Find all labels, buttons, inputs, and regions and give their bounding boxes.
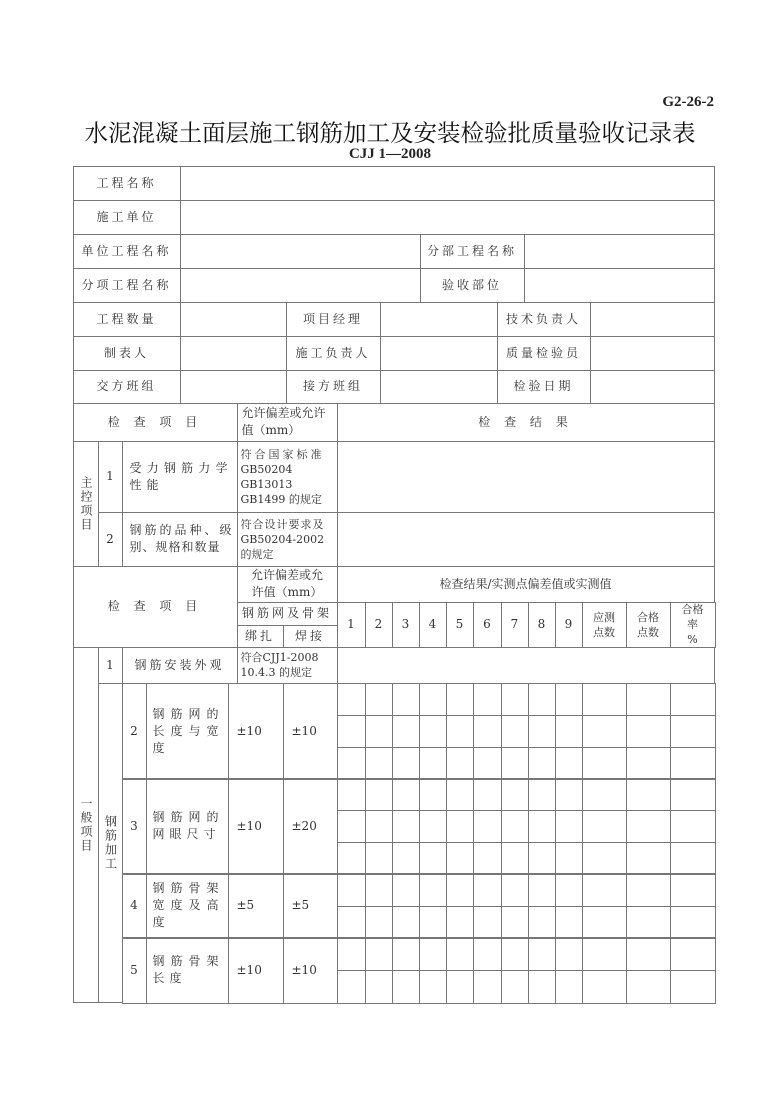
measurement-cell[interactable] xyxy=(365,810,393,843)
measurement-cell[interactable] xyxy=(528,937,556,971)
form-code: G2-26-2 xyxy=(662,94,714,110)
should-measure-cell[interactable] xyxy=(582,810,627,843)
label-quality-inspector: 质量检验员 xyxy=(497,336,591,371)
pass-rate-cell[interactable] xyxy=(670,842,716,875)
standard-code: CJJ 1—2008 xyxy=(348,146,432,162)
label-handover-team: 交方班组 xyxy=(73,370,181,404)
measurement-cell[interactable] xyxy=(555,715,583,748)
measurement-cell[interactable] xyxy=(528,715,556,748)
general-row-item: 钢筋骨架长度 xyxy=(146,937,229,1004)
should-measure-cell[interactable] xyxy=(582,970,627,1004)
measurement-cell[interactable] xyxy=(528,842,556,875)
general-group-label: 一般项目 xyxy=(73,647,99,1003)
label-project-quantity: 工程数量 xyxy=(73,302,181,337)
measurement-cell[interactable] xyxy=(365,683,393,716)
should-measure-cell[interactable] xyxy=(582,715,627,748)
measurement-cell[interactable] xyxy=(446,970,474,1004)
measurement-cell[interactable] xyxy=(555,906,583,939)
general-row-1-item: 钢筋安装外观 xyxy=(122,647,238,684)
measurement-cell[interactable] xyxy=(473,778,502,811)
pass-rate-cell[interactable] xyxy=(670,906,716,939)
should-measure-cell[interactable] xyxy=(582,937,627,971)
measurement-cell[interactable] xyxy=(446,937,474,971)
measurement-cell[interactable] xyxy=(501,873,529,907)
field-construction-unit[interactable] xyxy=(180,200,715,235)
should-measure-cell[interactable] xyxy=(582,683,627,716)
tolerance-line: GB50204-2002 xyxy=(240,532,325,546)
measurement-cell[interactable] xyxy=(555,810,583,843)
general-header-result: 检查结果/实测点偏差值或实测值 xyxy=(337,566,715,603)
pass-points-header: 合格点数 xyxy=(626,602,671,648)
pass-rate-cell[interactable] xyxy=(670,715,716,748)
general-row-item: 钢筋骨架宽度及高度 xyxy=(146,873,229,939)
field-inspection-date[interactable] xyxy=(590,370,715,404)
measurement-cell[interactable] xyxy=(419,906,447,939)
measurement-cell[interactable] xyxy=(501,937,529,971)
measurement-cell[interactable] xyxy=(392,683,420,716)
measurement-cell[interactable] xyxy=(473,810,502,843)
label-receiving-team: 接方班组 xyxy=(286,370,381,404)
pass-points-cell[interactable] xyxy=(626,970,671,1004)
field-subitem-project-name[interactable] xyxy=(180,268,421,303)
main-header-tolerance: 允许偏差或允许值（mm） xyxy=(237,403,338,442)
point-column-header: 6 xyxy=(473,602,502,648)
label-inspection-date: 检验日期 xyxy=(497,370,591,404)
measurement-cell[interactable] xyxy=(337,683,366,716)
pass-rate-header: 合格率 % xyxy=(670,602,716,648)
measurement-cell[interactable] xyxy=(501,778,529,811)
tolerance-line: 符合CJJ1-2008 xyxy=(240,651,319,664)
measurement-cell[interactable] xyxy=(501,747,529,780)
general-header-item: 检 查 项 目 xyxy=(73,566,238,648)
measurement-cell[interactable] xyxy=(337,715,366,748)
measurement-cell[interactable] xyxy=(555,970,583,1004)
main-header-item: 检 查 项 目 xyxy=(73,403,238,442)
field-form-maker[interactable] xyxy=(180,336,287,371)
general-row-1-result[interactable] xyxy=(337,647,715,684)
tolerance-line: GB50204 xyxy=(240,462,293,476)
general-header-mesh: 钢筋网及骨架 xyxy=(237,602,338,626)
measurement-cell[interactable] xyxy=(419,715,447,748)
measurement-cell[interactable] xyxy=(365,778,393,811)
main-row-1-no: 1 xyxy=(98,441,123,513)
general-header-weld: 焊接 xyxy=(283,625,338,648)
measurement-cell[interactable] xyxy=(501,810,529,843)
measurement-cell[interactable] xyxy=(419,873,447,907)
main-control-group-label: 主控项目 xyxy=(73,441,99,567)
general-subgroup-label: 钢筋加工 xyxy=(98,683,123,1003)
pass-points-cell[interactable] xyxy=(626,683,671,716)
measurement-cell[interactable] xyxy=(473,906,502,939)
field-receiving-team[interactable] xyxy=(380,370,498,404)
measurement-cell[interactable] xyxy=(392,873,420,907)
general-row-tie-tolerance: ±10 xyxy=(228,683,284,780)
field-project-quantity[interactable] xyxy=(180,302,287,337)
measurement-cell[interactable] xyxy=(419,842,447,875)
field-handover-team[interactable] xyxy=(180,370,287,404)
measurement-cell[interactable] xyxy=(392,810,420,843)
measurement-cell[interactable] xyxy=(473,873,502,907)
measurement-cell[interactable] xyxy=(337,842,366,875)
point-column-header: 1 xyxy=(337,602,366,648)
point-column-header: 3 xyxy=(392,602,420,648)
general-row-1-no: 1 xyxy=(98,647,123,684)
point-column-header: 7 xyxy=(501,602,529,648)
measurement-cell[interactable] xyxy=(446,715,474,748)
general-row-item: 钢筋网的长度与宽度 xyxy=(146,683,229,780)
pass-points-cell[interactable] xyxy=(626,937,671,971)
label-form-maker: 制表人 xyxy=(73,336,181,371)
general-header-tolerance: 允许偏差或允许值（mm） xyxy=(237,566,338,603)
tolerance-line: 符合国家标准 xyxy=(240,447,325,461)
measurement-cell[interactable] xyxy=(365,747,393,780)
measurement-cell[interactable] xyxy=(473,970,502,1004)
label-unit-project-name: 单位工程名称 xyxy=(73,234,181,269)
measurement-cell[interactable] xyxy=(528,778,556,811)
measurement-cell[interactable] xyxy=(392,778,420,811)
general-row-no: 4 xyxy=(122,873,147,939)
measurement-cell[interactable] xyxy=(446,842,474,875)
point-column-header: 8 xyxy=(528,602,556,648)
pass-points-cell[interactable] xyxy=(626,715,671,748)
measurement-cell[interactable] xyxy=(392,715,420,748)
measurement-cell[interactable] xyxy=(446,747,474,780)
measurement-cell[interactable] xyxy=(446,683,474,716)
measurement-cell[interactable] xyxy=(337,747,366,780)
measurement-cell[interactable] xyxy=(473,715,502,748)
general-row-weld-tolerance: ±10 xyxy=(283,683,338,780)
measurement-cell[interactable] xyxy=(365,906,393,939)
pass-points-cell[interactable] xyxy=(626,842,671,875)
tolerance-line: GB13013 xyxy=(240,477,293,491)
should-measure-cell[interactable] xyxy=(582,842,627,875)
measurement-cell[interactable] xyxy=(501,683,529,716)
field-quality-inspector[interactable] xyxy=(590,336,715,371)
pass-rate-cell[interactable] xyxy=(670,683,716,716)
measurement-cell[interactable] xyxy=(528,970,556,1004)
label-subitem-project-name: 分项工程名称 xyxy=(73,268,181,303)
measurement-cell[interactable] xyxy=(501,970,529,1004)
pass-points-cell[interactable] xyxy=(626,778,671,811)
point-column-header: 4 xyxy=(419,602,447,648)
main-row-1-tolerance xyxy=(237,441,338,513)
pass-rate-cell[interactable] xyxy=(670,747,716,780)
main-row-2-item: 钢筋的品种、级别、规格和数量 xyxy=(122,512,238,567)
measurement-cell[interactable] xyxy=(446,906,474,939)
label-project-name: 工程名称 xyxy=(73,166,181,201)
tolerance-line: 的规定 xyxy=(240,547,274,561)
measurement-cell[interactable] xyxy=(419,810,447,843)
measurement-cell[interactable] xyxy=(473,842,502,875)
general-row-item: 钢筋网的网眼尺寸 xyxy=(146,778,229,875)
measurement-cell[interactable] xyxy=(337,906,366,939)
point-column-header: 5 xyxy=(446,602,474,648)
pass-points-cell[interactable] xyxy=(626,873,671,907)
measurement-cell[interactable] xyxy=(392,970,420,1004)
main-row-2-tolerance xyxy=(237,512,338,567)
tolerance-line: 符合设计要求及 xyxy=(240,517,325,531)
point-column-header: 2 xyxy=(365,602,393,648)
measurement-cell[interactable] xyxy=(337,810,366,843)
label-project-manager: 项目经理 xyxy=(286,302,381,337)
field-acceptance-part[interactable] xyxy=(524,268,715,303)
main-row-1-item: 受力钢筋力学性能 xyxy=(122,441,238,513)
measurement-cell[interactable] xyxy=(337,778,366,811)
measurement-cell[interactable] xyxy=(446,873,474,907)
field-project-name[interactable] xyxy=(180,166,715,201)
measurement-cell[interactable] xyxy=(419,747,447,780)
general-row-weld-tolerance: ±5 xyxy=(283,873,338,939)
should-measure-cell[interactable] xyxy=(582,747,627,780)
measurement-cell[interactable] xyxy=(446,810,474,843)
measurement-cell[interactable] xyxy=(528,906,556,939)
measurement-cell[interactable] xyxy=(528,683,556,716)
label-division-project-name: 分部工程名称 xyxy=(420,234,525,269)
measurement-cell[interactable] xyxy=(555,683,583,716)
measurement-cell[interactable] xyxy=(365,937,393,971)
measurement-cell[interactable] xyxy=(392,937,420,971)
measurement-cell[interactable] xyxy=(501,715,529,748)
measurement-cell[interactable] xyxy=(473,683,502,716)
measurement-cell[interactable] xyxy=(337,873,366,907)
field-technical-lead[interactable] xyxy=(590,302,715,337)
label-technical-lead: 技术负责人 xyxy=(497,302,591,337)
general-row-no: 2 xyxy=(122,683,147,780)
measurement-cell[interactable] xyxy=(555,873,583,907)
general-row-weld-tolerance: ±20 xyxy=(283,778,338,875)
label-construction-lead: 施工负责人 xyxy=(286,336,381,371)
main-header-result: 检 查 结 果 xyxy=(337,403,715,442)
general-row-tie-tolerance: ±5 xyxy=(228,873,284,939)
general-row-tie-tolerance: ±10 xyxy=(228,937,284,1004)
general-row-tie-tolerance: ±10 xyxy=(228,778,284,875)
measurement-cell[interactable] xyxy=(392,747,420,780)
measurement-cell[interactable] xyxy=(365,842,393,875)
measurement-cell[interactable] xyxy=(555,937,583,971)
field-construction-lead[interactable] xyxy=(380,336,498,371)
measurement-cell[interactable] xyxy=(419,970,447,1004)
general-row-no: 5 xyxy=(122,937,147,1004)
measurement-cell[interactable] xyxy=(419,683,447,716)
general-header-tie: 绑扎 xyxy=(237,625,284,648)
should-measure-cell[interactable] xyxy=(582,778,627,811)
measurement-cell[interactable] xyxy=(392,906,420,939)
should-measure-cell[interactable] xyxy=(582,906,627,939)
field-unit-project-name[interactable] xyxy=(180,234,421,269)
measurement-cell[interactable] xyxy=(392,842,420,875)
field-division-project-name[interactable] xyxy=(524,234,715,269)
pass-rate-cell[interactable] xyxy=(670,937,716,971)
measurement-cell[interactable] xyxy=(501,842,529,875)
should-measure-header: 应测点数 xyxy=(582,602,627,648)
general-row-weld-tolerance: ±10 xyxy=(283,937,338,1004)
pass-points-cell[interactable] xyxy=(626,747,671,780)
form-title: 水泥混凝土面层施工钢筋加工及安装检验批质量验收记录表 xyxy=(84,119,696,147)
measurement-cell[interactable] xyxy=(501,906,529,939)
pass-rate-cell[interactable] xyxy=(670,970,716,1004)
measurement-cell[interactable] xyxy=(365,873,393,907)
label-construction-unit: 施工单位 xyxy=(73,200,181,235)
main-row-2-result[interactable] xyxy=(337,512,715,567)
pass-rate-cell[interactable] xyxy=(670,778,716,811)
measurement-cell[interactable] xyxy=(555,747,583,780)
measurement-cell[interactable] xyxy=(365,715,393,748)
pass-points-cell[interactable] xyxy=(626,810,671,843)
should-measure-cell[interactable] xyxy=(582,873,627,907)
measurement-cell[interactable] xyxy=(528,747,556,780)
measurement-cell[interactable] xyxy=(555,778,583,811)
measurement-cell[interactable] xyxy=(419,778,447,811)
measurement-cell[interactable] xyxy=(473,747,502,780)
point-column-header: 9 xyxy=(555,602,583,648)
measurement-cell[interactable] xyxy=(473,937,502,971)
tolerance-line: GB1499 的规定 xyxy=(240,492,322,506)
measurement-cell[interactable] xyxy=(365,970,393,1004)
measurement-cell[interactable] xyxy=(419,937,447,971)
general-row-1-tolerance xyxy=(237,647,338,684)
measurement-cell[interactable] xyxy=(528,810,556,843)
pass-rate-cell[interactable] xyxy=(670,873,716,907)
tolerance-line: 10.4.3 的规定 xyxy=(240,666,312,679)
measurement-cell[interactable] xyxy=(555,842,583,875)
pass-rate-cell[interactable] xyxy=(670,810,716,843)
main-row-2-no: 2 xyxy=(98,512,123,567)
label-acceptance-part: 验收部位 xyxy=(420,268,525,303)
measurement-cell[interactable] xyxy=(528,873,556,907)
measurement-cell[interactable] xyxy=(337,970,366,1004)
measurement-cell[interactable] xyxy=(446,778,474,811)
measurement-cell[interactable] xyxy=(337,937,366,971)
general-row-no: 3 xyxy=(122,778,147,875)
main-row-1-result[interactable] xyxy=(337,441,715,513)
pass-points-cell[interactable] xyxy=(626,906,671,939)
field-project-manager[interactable] xyxy=(380,302,498,337)
